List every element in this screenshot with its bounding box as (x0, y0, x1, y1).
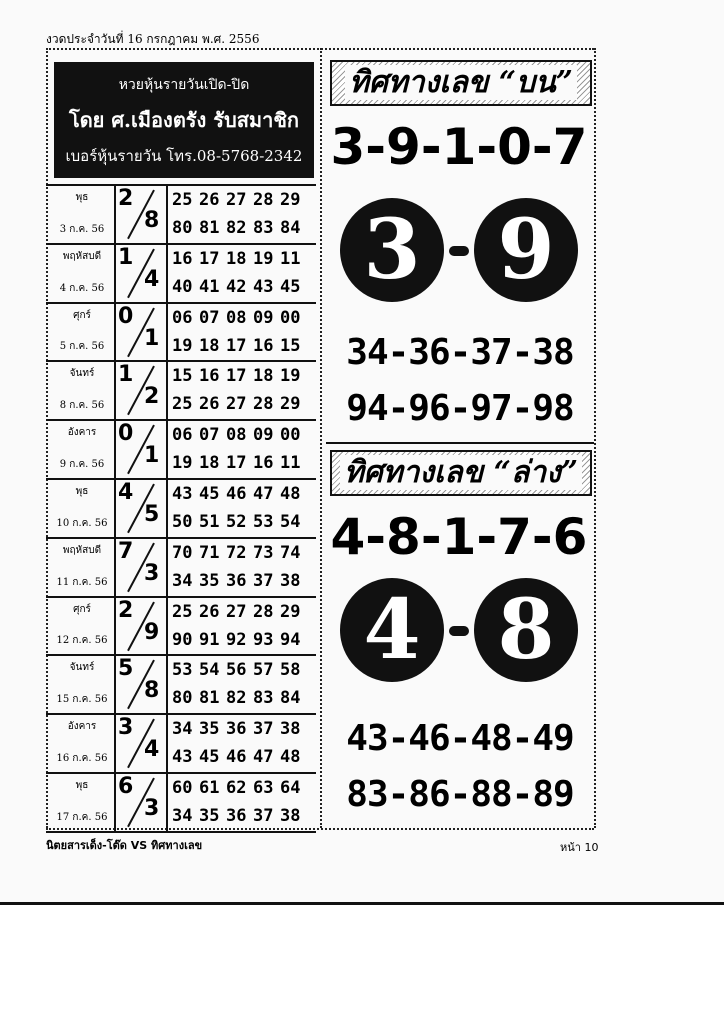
number-cell (172, 421, 314, 478)
upper-title: ทิศทางเลข “บน” (345, 65, 577, 100)
number: 18 (199, 453, 220, 474)
lower-dot-separator (449, 626, 469, 636)
number: 57 (253, 660, 274, 681)
table-row (46, 304, 316, 363)
pair-cell (114, 656, 168, 713)
date: 17 ก.ค. 56 (56, 811, 108, 823)
day-cell (50, 774, 116, 831)
table-row (46, 362, 316, 421)
number: 92 (226, 629, 247, 650)
pair-cell (114, 304, 168, 361)
number: 81 (199, 218, 220, 238)
day-cell (50, 656, 116, 713)
pair-cell (114, 480, 168, 537)
number-line-top (172, 656, 314, 684)
number-line-top (172, 480, 314, 508)
number: 19 (172, 335, 193, 356)
number: 52 (226, 511, 247, 532)
number-line-bottom (172, 684, 314, 712)
number: 64 (280, 777, 301, 798)
upper-digit: 4 (118, 479, 134, 505)
lower-sequence: 4-8-1-7-6 (330, 508, 588, 566)
lower-digit: 3 (144, 795, 160, 821)
number: 54 (280, 511, 301, 532)
lower-digit: 8 (144, 208, 160, 233)
number: 15 (172, 366, 193, 387)
number: 34 (172, 570, 193, 591)
number-line-top (172, 598, 314, 626)
upper-digit-1-circle: 3 (340, 198, 444, 302)
weekday: ศุกร์ (73, 603, 91, 615)
number: 35 (199, 805, 220, 826)
upper-digit: 7 (118, 538, 134, 564)
day-cell (50, 245, 116, 302)
pair-cell (114, 186, 168, 243)
upper-dot-separator (449, 246, 469, 256)
lower-pairs-1: 43-46-48-49 (346, 718, 574, 759)
day-cell (50, 186, 116, 243)
number: 00 (280, 307, 301, 328)
number: 45 (199, 483, 220, 504)
day-cell (50, 598, 116, 655)
number-line-bottom (172, 626, 314, 654)
number: 83 (253, 688, 274, 709)
number: 94 (280, 629, 301, 650)
number: 27 (226, 190, 247, 210)
number: 16 (253, 453, 274, 474)
lower-title-box (330, 450, 592, 496)
date: 8 ก.ค. 56 (59, 400, 105, 412)
number-line-top (172, 421, 314, 449)
banner-phone: เบอร์หุ้นรายวัน โทร.08-5768-2342 (65, 147, 303, 165)
number: 08 (226, 425, 247, 446)
number: 40 (172, 276, 193, 297)
weekday: พุธ (75, 192, 89, 203)
number: 48 (280, 747, 301, 768)
table-row (46, 715, 316, 774)
upper-pairs-1: 34-36-37-38 (346, 332, 574, 373)
upper-digit: 6 (118, 773, 134, 799)
lower-digit: 1 (144, 325, 160, 351)
table-row (46, 656, 316, 715)
lower-digit: 5 (144, 501, 160, 527)
number: 25 (172, 601, 193, 622)
upper-digit-2-circle: 9 (474, 198, 578, 302)
upper-digit: 3 (118, 715, 134, 741)
weekday: ศุกร์ (73, 309, 91, 321)
number-line-top (172, 715, 314, 743)
number: 51 (199, 511, 220, 532)
pair-cell (114, 421, 168, 478)
upper-digit: 5 (118, 656, 134, 682)
weekday: พฤหัสบดี (62, 544, 102, 556)
date: 4 ก.ค. 56 (59, 282, 105, 294)
number: 29 (280, 190, 301, 210)
number: 18 (226, 248, 247, 269)
weekday: อังคาร (67, 721, 97, 733)
banner-line-1: หวยหุ้นรายวันเปิด-ปิด (118, 77, 250, 93)
lower-digit: 1 (144, 443, 160, 469)
table-row (46, 774, 316, 833)
page-number: หน้า 10 (560, 841, 599, 854)
number: 28 (253, 190, 274, 210)
lower-title: ทิศทางเลข “ล่าง” (340, 455, 582, 490)
number-line-bottom (172, 332, 314, 360)
table-row (46, 539, 316, 598)
number: 36 (226, 570, 247, 591)
number: 16 (172, 248, 193, 269)
number: 29 (280, 394, 301, 415)
lower-digit: 4 (144, 737, 160, 763)
number: 60 (172, 777, 193, 798)
number: 17 (199, 248, 220, 269)
number: 27 (226, 394, 247, 415)
number: 38 (280, 719, 301, 740)
number: 36 (226, 719, 247, 740)
number-line-bottom (172, 214, 314, 242)
number: 26 (199, 394, 220, 415)
number: 28 (253, 601, 274, 622)
number: 82 (226, 218, 247, 238)
table-row (46, 421, 316, 480)
issue-date: งวดประจำวันที่ 16 กรกฎาคม พ.ศ. 2556 (46, 32, 260, 46)
number: 37 (253, 570, 274, 591)
number-line-bottom (172, 390, 314, 418)
number: 47 (253, 747, 274, 768)
number: 07 (199, 425, 220, 446)
number-cell (172, 480, 314, 537)
number: 93 (253, 629, 274, 650)
upper-digit: 1 (118, 362, 134, 388)
weekday: พุธ (75, 485, 89, 497)
upper-digit: 1 (118, 244, 134, 270)
number-line-top (172, 186, 314, 214)
number-line-bottom (172, 449, 314, 477)
number-cell (172, 598, 314, 655)
number: 19 (280, 366, 301, 387)
weekday: พุธ (75, 779, 89, 791)
banner-line-2: โดย ศ.เมืองตรัง รับสมาชิก (68, 108, 300, 132)
weekday: อังคาร (67, 427, 97, 439)
number: 91 (199, 629, 220, 650)
number-line-bottom (172, 273, 314, 301)
number: 06 (172, 425, 193, 446)
number-line-bottom (172, 508, 314, 536)
day-cell (50, 304, 116, 361)
number: 18 (253, 366, 274, 387)
number-cell (172, 304, 314, 361)
number: 43 (172, 747, 193, 768)
results-table (46, 184, 316, 833)
number: 43 (172, 483, 193, 504)
number: 26 (199, 601, 220, 622)
number: 56 (226, 660, 247, 681)
date: 12 ก.ค. 56 (56, 635, 108, 647)
number: 36 (226, 805, 247, 826)
upper-title-box (330, 60, 592, 106)
date: 3 ก.ค. 56 (59, 223, 105, 235)
number: 29 (280, 601, 301, 622)
number: 43 (253, 276, 274, 297)
number-line-bottom (172, 743, 314, 771)
upper-pairs-2: 94-96-97-98 (346, 388, 574, 429)
number: 11 (280, 248, 301, 269)
pair-cell (114, 715, 168, 772)
pair-cell (114, 362, 168, 419)
number: 42 (226, 276, 247, 297)
day-cell (50, 715, 116, 772)
number: 09 (253, 425, 274, 446)
table-row (46, 245, 316, 304)
number: 37 (253, 805, 274, 826)
number: 53 (172, 660, 193, 681)
number: 73 (253, 542, 274, 563)
upper-digit: 0 (118, 421, 134, 447)
number: 74 (280, 542, 301, 563)
number: 84 (280, 218, 301, 238)
number: 70 (172, 542, 193, 563)
number-cell (172, 715, 314, 772)
number: 53 (253, 511, 274, 532)
number: 34 (172, 719, 193, 740)
lower-digit: 4 (144, 266, 160, 292)
section-divider (326, 442, 594, 444)
date: 16 ก.ค. 56 (56, 752, 108, 764)
number: 41 (199, 276, 220, 297)
number: 81 (199, 688, 220, 709)
number: 45 (280, 276, 301, 297)
date: 5 ก.ค. 56 (59, 341, 105, 353)
number-cell (172, 186, 314, 243)
number: 46 (226, 483, 247, 504)
number: 09 (253, 307, 274, 328)
number-line-top (172, 362, 314, 390)
date: 9 ก.ค. 56 (59, 458, 105, 470)
number: 19 (172, 453, 193, 474)
number: 82 (226, 688, 247, 709)
lower-digit: 3 (144, 560, 160, 586)
number: 19 (253, 248, 274, 269)
number: 72 (226, 542, 247, 563)
number: 26 (199, 190, 220, 210)
number: 54 (199, 660, 220, 681)
number: 83 (253, 218, 274, 238)
number-cell (172, 362, 314, 419)
lower-pairs-2: 83-86-88-89 (346, 774, 574, 815)
number: 90 (172, 629, 193, 650)
number: 07 (199, 307, 220, 328)
publication-name: นิตยสารเด็ง-โต๊ด VS ทิศทางเลข (46, 839, 203, 852)
upper-sequence: 3-9-1-0-7 (330, 118, 588, 176)
number: 50 (172, 511, 193, 532)
number: 71 (199, 542, 220, 563)
middle-dotted-rule (320, 48, 322, 828)
number: 63 (253, 777, 274, 798)
number: 25 (172, 394, 193, 415)
number-cell (172, 656, 314, 713)
number-line-top (172, 304, 314, 332)
lower-digit: 2 (144, 384, 160, 410)
pair-cell (114, 774, 168, 831)
number-line-top (172, 245, 314, 273)
number: 34 (172, 805, 193, 826)
number: 62 (226, 777, 247, 798)
number: 35 (199, 719, 220, 740)
number: 58 (280, 660, 301, 681)
number-cell (172, 539, 314, 596)
number: 61 (199, 777, 220, 798)
right-dotted-rule (594, 48, 596, 828)
number: 18 (199, 335, 220, 356)
number-line-bottom (172, 802, 314, 830)
date: 15 ก.ค. 56 (56, 694, 108, 706)
number: 38 (280, 570, 301, 591)
number: 00 (280, 425, 301, 446)
number-cell (172, 245, 314, 302)
number: 38 (280, 805, 301, 826)
number-line-top (172, 539, 314, 567)
weekday: จันทร์ (69, 662, 95, 674)
number: 15 (280, 335, 301, 356)
lower-digit-2-circle: 8 (474, 578, 578, 682)
pair-cell (114, 245, 168, 302)
table-row (46, 598, 316, 657)
number: 84 (280, 688, 301, 709)
number: 37 (253, 719, 274, 740)
number: 17 (226, 453, 247, 474)
number: 80 (172, 688, 193, 709)
day-cell (50, 421, 116, 478)
number: 11 (280, 453, 301, 474)
number: 17 (226, 366, 247, 387)
upper-digit: 2 (118, 597, 134, 623)
upper-digit: 0 (118, 303, 134, 329)
number: 08 (226, 307, 247, 328)
number: 27 (226, 601, 247, 622)
number: 16 (199, 366, 220, 387)
upper-digit: 2 (118, 186, 134, 211)
lower-digit: 8 (144, 678, 160, 704)
pair-cell (114, 598, 168, 655)
number: 47 (253, 483, 274, 504)
number: 45 (199, 747, 220, 768)
number: 16 (253, 335, 274, 356)
pair-cell (114, 539, 168, 596)
number: 46 (226, 747, 247, 768)
lower-digit-1-circle: 4 (340, 578, 444, 682)
number: 80 (172, 218, 193, 238)
number-line-bottom (172, 567, 314, 595)
table-row (46, 480, 316, 539)
number: 35 (199, 570, 220, 591)
number-line-top (172, 774, 314, 802)
day-cell (50, 539, 116, 596)
day-cell (50, 480, 116, 537)
date: 11 ก.ค. 56 (56, 576, 108, 588)
date: 10 ก.ค. 56 (56, 517, 108, 529)
number: 06 (172, 307, 193, 328)
day-cell (50, 362, 116, 419)
number: 17 (226, 335, 247, 356)
number: 28 (253, 394, 274, 415)
number-cell (172, 774, 314, 831)
weekday: จันทร์ (69, 368, 95, 380)
number: 48 (280, 483, 301, 504)
weekday: พฤหัสบดี (62, 250, 102, 262)
table-row (46, 186, 316, 245)
number: 25 (172, 190, 193, 210)
advert-banner (54, 62, 314, 178)
lower-digit: 9 (144, 619, 160, 645)
